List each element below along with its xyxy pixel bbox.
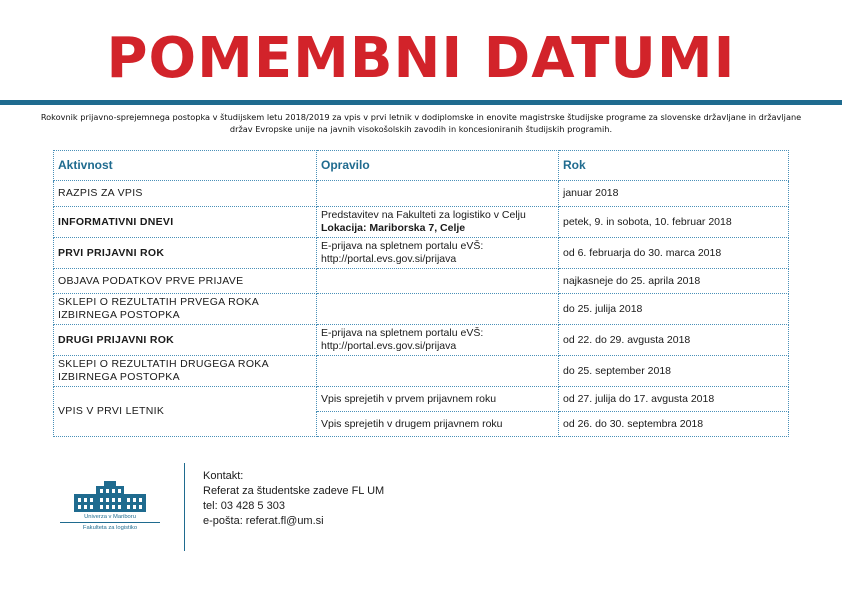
deadline-cell: od 27. julija do 17. avgusta 2018 (559, 387, 789, 412)
building-icon (60, 478, 160, 514)
table-row (54, 238, 789, 269)
activity-cell: RAZPIS ZA VPIS (54, 181, 317, 207)
column-header-activity: Aktivnost (54, 151, 317, 181)
table-row (54, 294, 789, 325)
intro-text: Rokovnik prijavno-sprejemnega postopka v študijskem letu 2018/2019 za vpis v prvi letnik v dodiplomske in enovite magistrske študijske programe za slovenske državljane in državljane držav Evropske unije na javnih visokošolskih zavodih in koncesioniranih študijskih programih. (40, 112, 802, 134)
contact-office: Referat za študentske zadeve FL UM (203, 485, 385, 497)
activity-line: SKLEPI O REZULTATIH PRVEGA ROKA (58, 296, 260, 308)
column-header-task: Opravilo (317, 151, 559, 181)
deadline-cell: petek, 9. in sobota, 10. februar 2018 (559, 207, 789, 238)
activity-cell (54, 294, 317, 325)
activity-cell: VPIS V PRVI LETNIK (54, 387, 317, 437)
task-location: Lokacija: Mariborska 7, Celje (321, 222, 466, 234)
activity-line: IZBIRNEGA POSTOPKA (58, 371, 180, 383)
footer-divider (184, 463, 185, 551)
activity-line: SKLEPI O REZULTATIH DRUGEGA ROKA (58, 358, 269, 370)
task-cell: Vpis sprejetih v drugem prijavnem roku (317, 412, 559, 437)
task-cell (317, 238, 559, 269)
table-row (54, 269, 789, 294)
activity-cell (54, 356, 317, 387)
task-cell (317, 207, 559, 238)
logo-faculty-text: Fakulteta za logistiko (82, 525, 138, 531)
activity-cell: OBJAVA PODATKOV PRVE PRIJAVE (54, 269, 317, 294)
deadline-cell: do 25. september 2018 (559, 356, 789, 387)
contact-heading: Kontakt: (203, 470, 244, 482)
deadline-cell: od 26. do 30. septembra 2018 (559, 412, 789, 437)
task-cell (317, 356, 559, 387)
logo-university-text: Univerza v Mariboru (84, 514, 136, 520)
dates-table (53, 150, 789, 437)
activity-cell: DRUGI PRIJAVNI ROK (54, 325, 317, 356)
university-logo (60, 478, 160, 534)
activity-cell: PRVI PRIJAVNI ROK (54, 238, 317, 269)
task-line: E-prijava na spletnem portalu eVŠ: (321, 327, 484, 339)
activity-line: IZBIRNEGA POSTOPKA (58, 309, 180, 321)
table-row (54, 207, 789, 238)
table-row (54, 387, 789, 412)
deadline-cell: od 6. februarja do 30. marca 2018 (559, 238, 789, 269)
table-row (54, 356, 789, 387)
title-divider (0, 100, 842, 105)
deadline-cell: od 22. do 29. avgusta 2018 (559, 325, 789, 356)
task-cell (317, 269, 559, 294)
deadline-cell: do 25. julija 2018 (559, 294, 789, 325)
task-line: Predstavitev na Fakulteti za logistiko v Celju (321, 209, 526, 221)
contact-phone: tel: 03 428 5 303 (203, 500, 285, 512)
table-row (54, 325, 789, 356)
column-header-deadline: Rok (559, 151, 789, 181)
task-url: http://portal.evs.gov.si/prijava (321, 253, 457, 265)
contact-email: e-pošta: referat.fl@um.si (203, 515, 324, 527)
task-cell (317, 325, 559, 356)
task-url: http://portal.evs.gov.si/prijava (321, 340, 457, 352)
table-row (54, 181, 789, 207)
activity-cell: INFORMATIVNI DNEVI (54, 207, 317, 238)
task-line: E-prijava na spletnem portalu eVŠ: (321, 240, 484, 252)
task-cell: Vpis sprejetih v prvem prijavnem roku (317, 387, 559, 412)
deadline-cell: januar 2018 (559, 181, 789, 207)
page-title: POMEMBNI DATUMI (106, 26, 736, 91)
logo-divider (60, 522, 160, 523)
task-cell (317, 181, 559, 207)
task-cell (317, 294, 559, 325)
table-header-row (54, 151, 789, 181)
deadline-cell: najkasneje do 25. aprila 2018 (559, 269, 789, 294)
contact-block (203, 469, 384, 529)
